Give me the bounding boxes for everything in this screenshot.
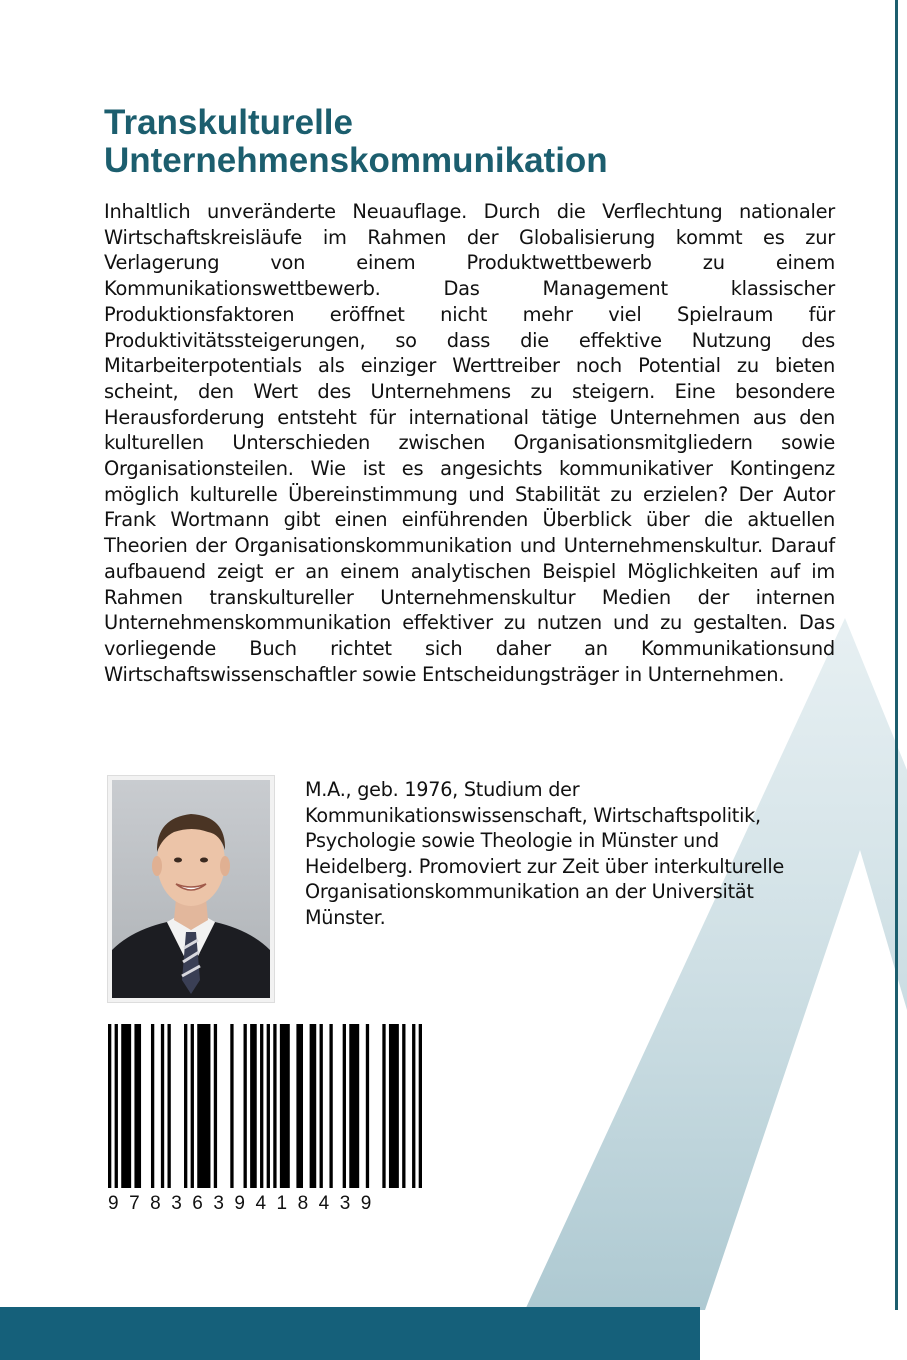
barcode-bar [244,1024,247,1188]
barcode-bar [260,1024,263,1188]
book-description: Inhaltlich unveränderte Neuauflage. Durch die Verflechtung nationaler Wirtschaftskreisläufe im Rahmen der Globalisierung kommt es zur Verlagerung von einem Produktwettbewerb zu einem Kommunikationswettbewerb. Das Management klassischer Produktionsfaktoren eröffnet nicht mehr viel Spielraum für Produktivitätssteigerungen, so dass die effektive Nutzung des Mitarbeiterpotentials als einziger Werttreiber noch Potential zu bieten scheint, den Wert des Unternehmens zu steigern. Eine besondere Herausforderung entsteht für international tätige Unternehmen aus den kulturellen Unterschieden zwischen Organisationsmitgliedern sowie Organisationsteilen. Wie ist es angesichts kommunikativer Kontingenz möglich kulturelle Übereinstimmung und Stabilität zu erzielen? Der Autor Frank Wortmann gibt einen einführenden Überblick über die aktuellen Theorien der Organisationskommunikation und Unternehmenskultur. Darauf aufbauend zeigt er an einem analytischen Beispiel Möglichkeiten auf im Rahmen transkultureller Unternehmenskultur Medien der internen Unternehmenskommunikation effektiver zu nutzen und zu gestalten. Das vorliegende Buch richtet sich daher an Kommunikationsund Wirtschaftswissenschaftler sowie Entscheidungsträger in Unternehmen. [104,200,835,686]
barcode-bar [267,1024,270,1188]
barcode-bar [121,1024,131,1188]
barcode-bar [184,1024,187,1188]
barcode-bar [197,1024,210,1188]
barcode-bar [382,1024,385,1188]
barcode-bar [167,1024,170,1188]
barcode-bar [296,1024,303,1188]
barcode-bar [115,1024,118,1188]
barcode-bar [280,1024,290,1188]
book-title-line-1: Transkulturelle [104,103,353,142]
author-bio: M.A., geb. 1976, Studium der Kommunikationswissenschaft, Wirtschaftspolitik, Psychologie sowie Theologie in Münster und Heidelberg. Promoviert zur Zeit über interkulturelle Organisationskommunikation an der Universität Münster. [305,778,785,929]
barcode-bar [161,1024,164,1188]
barcode-bar [366,1024,369,1188]
author-portrait-image [112,780,270,998]
barcode-bar [389,1024,399,1188]
barcode-bar [320,1024,323,1188]
side-stripe [895,0,898,1310]
barcode-bar [419,1024,422,1188]
barcode-bar [402,1024,405,1188]
barcode-bar [250,1024,257,1188]
chevron-shape [525,618,907,1310]
barcode-bar [214,1024,217,1188]
barcode-bar [151,1024,154,1188]
author-photo [108,776,274,1002]
barcode-bar [273,1024,276,1188]
isbn-number: 9783639418439 [108,1193,382,1214]
barcode-bar [230,1024,233,1188]
bottom-band [0,1307,700,1360]
barcode-bar [349,1024,359,1188]
barcode-bar [310,1024,317,1188]
barcode-bar [329,1024,332,1188]
book-title [104,104,824,180]
barcode-bar [191,1024,194,1188]
barcode-bar [412,1024,415,1188]
barcode-bar [108,1024,111,1188]
book-title-line-2: Unternehmenskommunikation [104,141,608,180]
barcode-bar [134,1024,141,1188]
barcode-bar [343,1024,346,1188]
